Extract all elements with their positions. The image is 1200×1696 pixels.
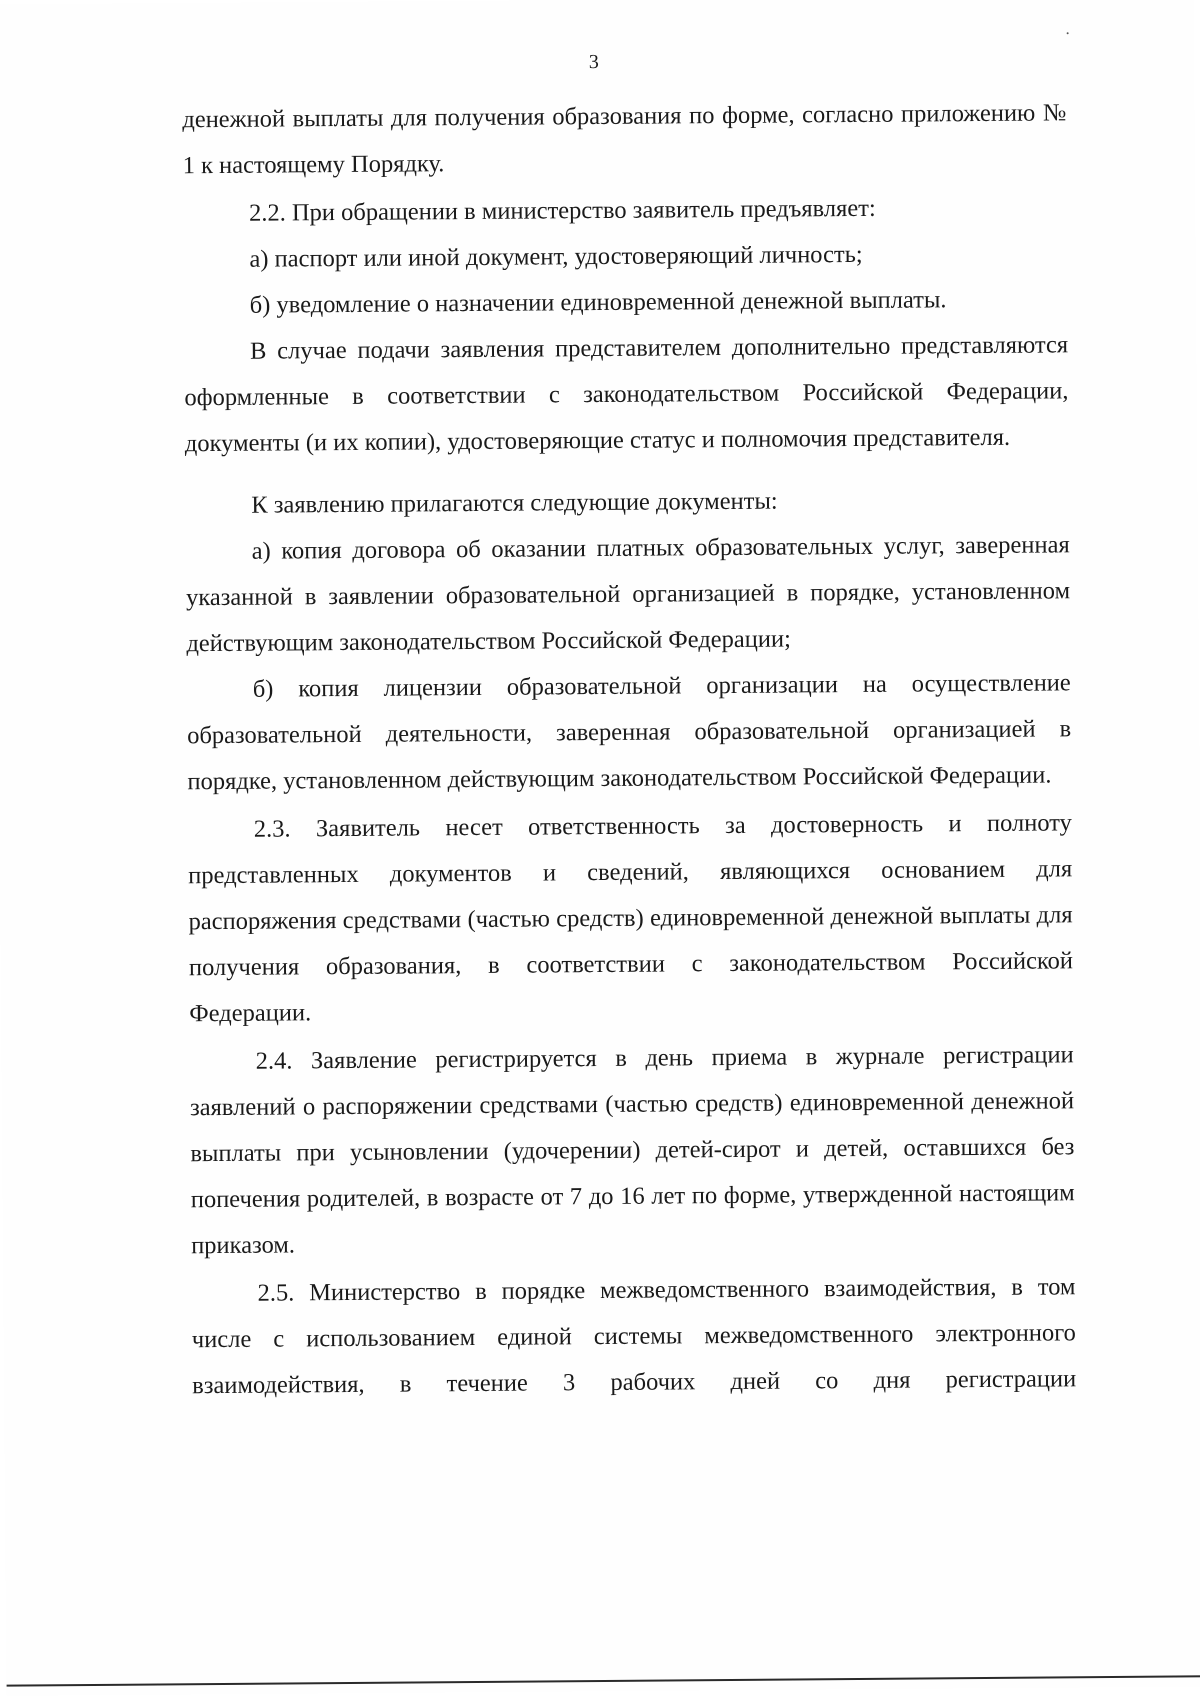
paragraph-2-3: 2.3. Заявитель несет ответственность за достоверность и полноту представленных документов и сведений, являющихся основанием для распоряжения средствами (частью средств) единовременной денежной выплаты для получения образования, в соответствии с законодательством Российской Федерации. xyxy=(188,809,1074,1028)
paragraph-attachment-a: а) копия договора об оказании платных образовательных услуг, заверенная указанной в заявлении образовательной организацией в порядке, установленном действующим законодательством Российской Федерации; xyxy=(185,531,1071,658)
page-number: 3 xyxy=(588,50,599,74)
paragraph-2-2-b: б) уведомление о назначении единовременной денежной выплаты. xyxy=(249,286,947,319)
paragraph-2-2-a: а) паспорт или иной документ, удостоверяющий личность; xyxy=(249,240,863,273)
paragraph-2-4: 2.4. Заявление регистрируется в день приема в журнале регистрации заявлений о распоряжении средствами (частью средств) единовременной денежной выплаты при усыновлении (удочерении) детей-сирот и детей, оставшихся без попечения родителей, в возрасте от 7 до 16 лет по форме, утвержденной настоящим приказом. xyxy=(189,1041,1075,1260)
page-bottom-edge xyxy=(7,1675,1200,1686)
paragraph-attachments: К заявлению прилагаются следующие документы: xyxy=(251,487,778,519)
scan-speck xyxy=(1067,32,1069,34)
paragraph-2-2: 2.2. При обращении в министерство заявитель предъявляет: xyxy=(248,194,876,227)
document-body xyxy=(182,90,1076,1409)
paragraph-continuation: денежной выплаты для получения образования по форме, согласно приложению № 1 к настоящему Порядку. xyxy=(182,99,1067,180)
paragraph-representative: В случае подачи заявления представителем дополнительно представляются оформленные в соответствии с законодательством Российской Федерации, документы (и их копии), удостоверяющие статус и полномочия представителя. xyxy=(184,331,1069,458)
paragraph-attachment-b: б) копия лицензии образовательной организации на осуществление образовательной деятельности, заверенная образовательной организацией в порядке, установленном действующим законодательством Российской Федерации. xyxy=(187,669,1072,796)
paragraph-2-5: 2.5. Министерство в порядке межведомственного взаимодействия, в том числе с использованием единой системы межведомственного электронного взаимодействия, в течение 3 рабочих дней со дня регистрации xyxy=(191,1273,1077,1400)
